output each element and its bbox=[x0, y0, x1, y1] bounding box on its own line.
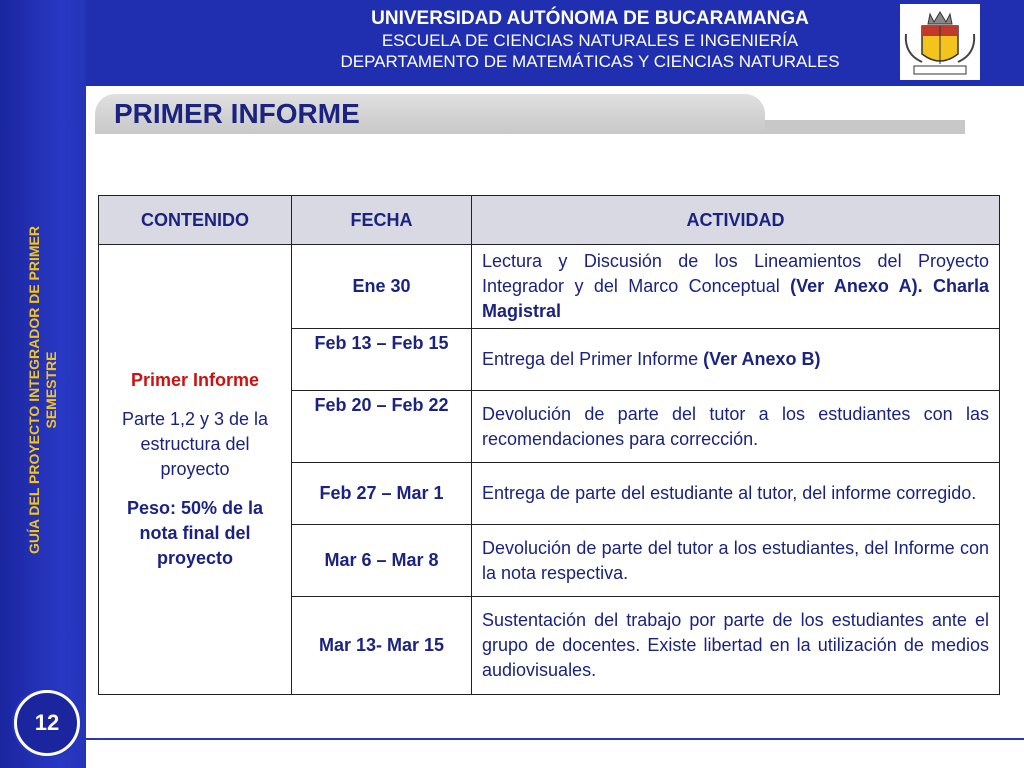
actividad-text: Sustentación del trabajo por parte de los estudiantes ante el grupo de docentes. Existe libertad en la utilización de medios audiovisuales. bbox=[482, 610, 989, 680]
contenido-cell bbox=[99, 245, 292, 695]
actividad-text: Entrega de parte del estudiante al tutor, del informe corregido. bbox=[482, 483, 977, 503]
vertical-guide-title bbox=[26, 180, 60, 600]
actividad-bold-text: (Ver Anexo B) bbox=[703, 349, 821, 369]
header-actividad: ACTIVIDAD bbox=[472, 196, 1000, 245]
fecha-cell: Feb 20 – Feb 22 bbox=[292, 391, 472, 463]
actividad-cell bbox=[472, 597, 1000, 695]
department-name: DEPARTAMENTO DE MATEMÁTICAS Y CIENCIAS NATURALES bbox=[340, 52, 840, 71]
actividad-text: Devolución de parte del tutor a los estudiantes, del Informe con la nota respectiva. bbox=[482, 537, 989, 583]
actividad-bold-text: (Ver Anexo A). Charla Magistral bbox=[482, 276, 989, 321]
header-contenido: CONTENIDO bbox=[99, 196, 292, 245]
actividad-cell bbox=[472, 463, 1000, 525]
vertical-title-line1: GUÍA DEL PROYECTO INTEGRADOR DE PRIMER bbox=[26, 226, 42, 554]
schedule-table bbox=[98, 195, 1000, 695]
actividad-cell bbox=[472, 245, 1000, 329]
actividad-cell bbox=[472, 391, 1000, 463]
actividad-cell bbox=[472, 329, 1000, 391]
fecha-cell: Mar 13- Mar 15 bbox=[292, 597, 472, 695]
university-crest-icon bbox=[900, 4, 980, 80]
table-header-row bbox=[99, 196, 1000, 245]
school-name: ESCUELA DE CIENCIAS NATURALES E INGENIERÍA bbox=[381, 31, 799, 50]
fecha-cell: Mar 6 – Mar 8 bbox=[292, 525, 472, 597]
footer-divider bbox=[86, 738, 1024, 740]
fecha-cell: Ene 30 bbox=[292, 245, 472, 329]
table-row bbox=[99, 245, 1000, 329]
contenido-title: Primer Informe bbox=[130, 370, 260, 390]
contenido-description: Parte 1,2 y 3 de la estructura del proyecto bbox=[121, 409, 269, 479]
actividad-text: Entrega del Primer Informe bbox=[482, 349, 704, 369]
actividad-cell bbox=[472, 525, 1000, 597]
actividad-text: Lectura y Discusión de los Lineamientos del Proyecto Integrador y del Marco Conceptual bbox=[482, 251, 989, 296]
page-title: PRIMER INFORME bbox=[114, 98, 360, 129]
institution-header bbox=[160, 8, 1020, 72]
header-fecha: FECHA bbox=[292, 196, 472, 245]
vertical-title-line2: SEMESTRE bbox=[43, 351, 59, 429]
fecha-cell: Feb 27 – Mar 1 bbox=[292, 463, 472, 525]
actividad-text: Devolución de parte del tutor a los estudiantes con las recomendaciones para corrección. bbox=[482, 403, 989, 449]
fecha-cell: Feb 13 – Feb 15 bbox=[292, 329, 472, 391]
page-number: 12 bbox=[14, 690, 80, 756]
university-name: UNIVERSIDAD AUTÓNOMA DE BUCARAMANGA bbox=[371, 8, 809, 29]
contenido-weight: Peso: 50% de la nota final del proyecto bbox=[126, 498, 264, 568]
